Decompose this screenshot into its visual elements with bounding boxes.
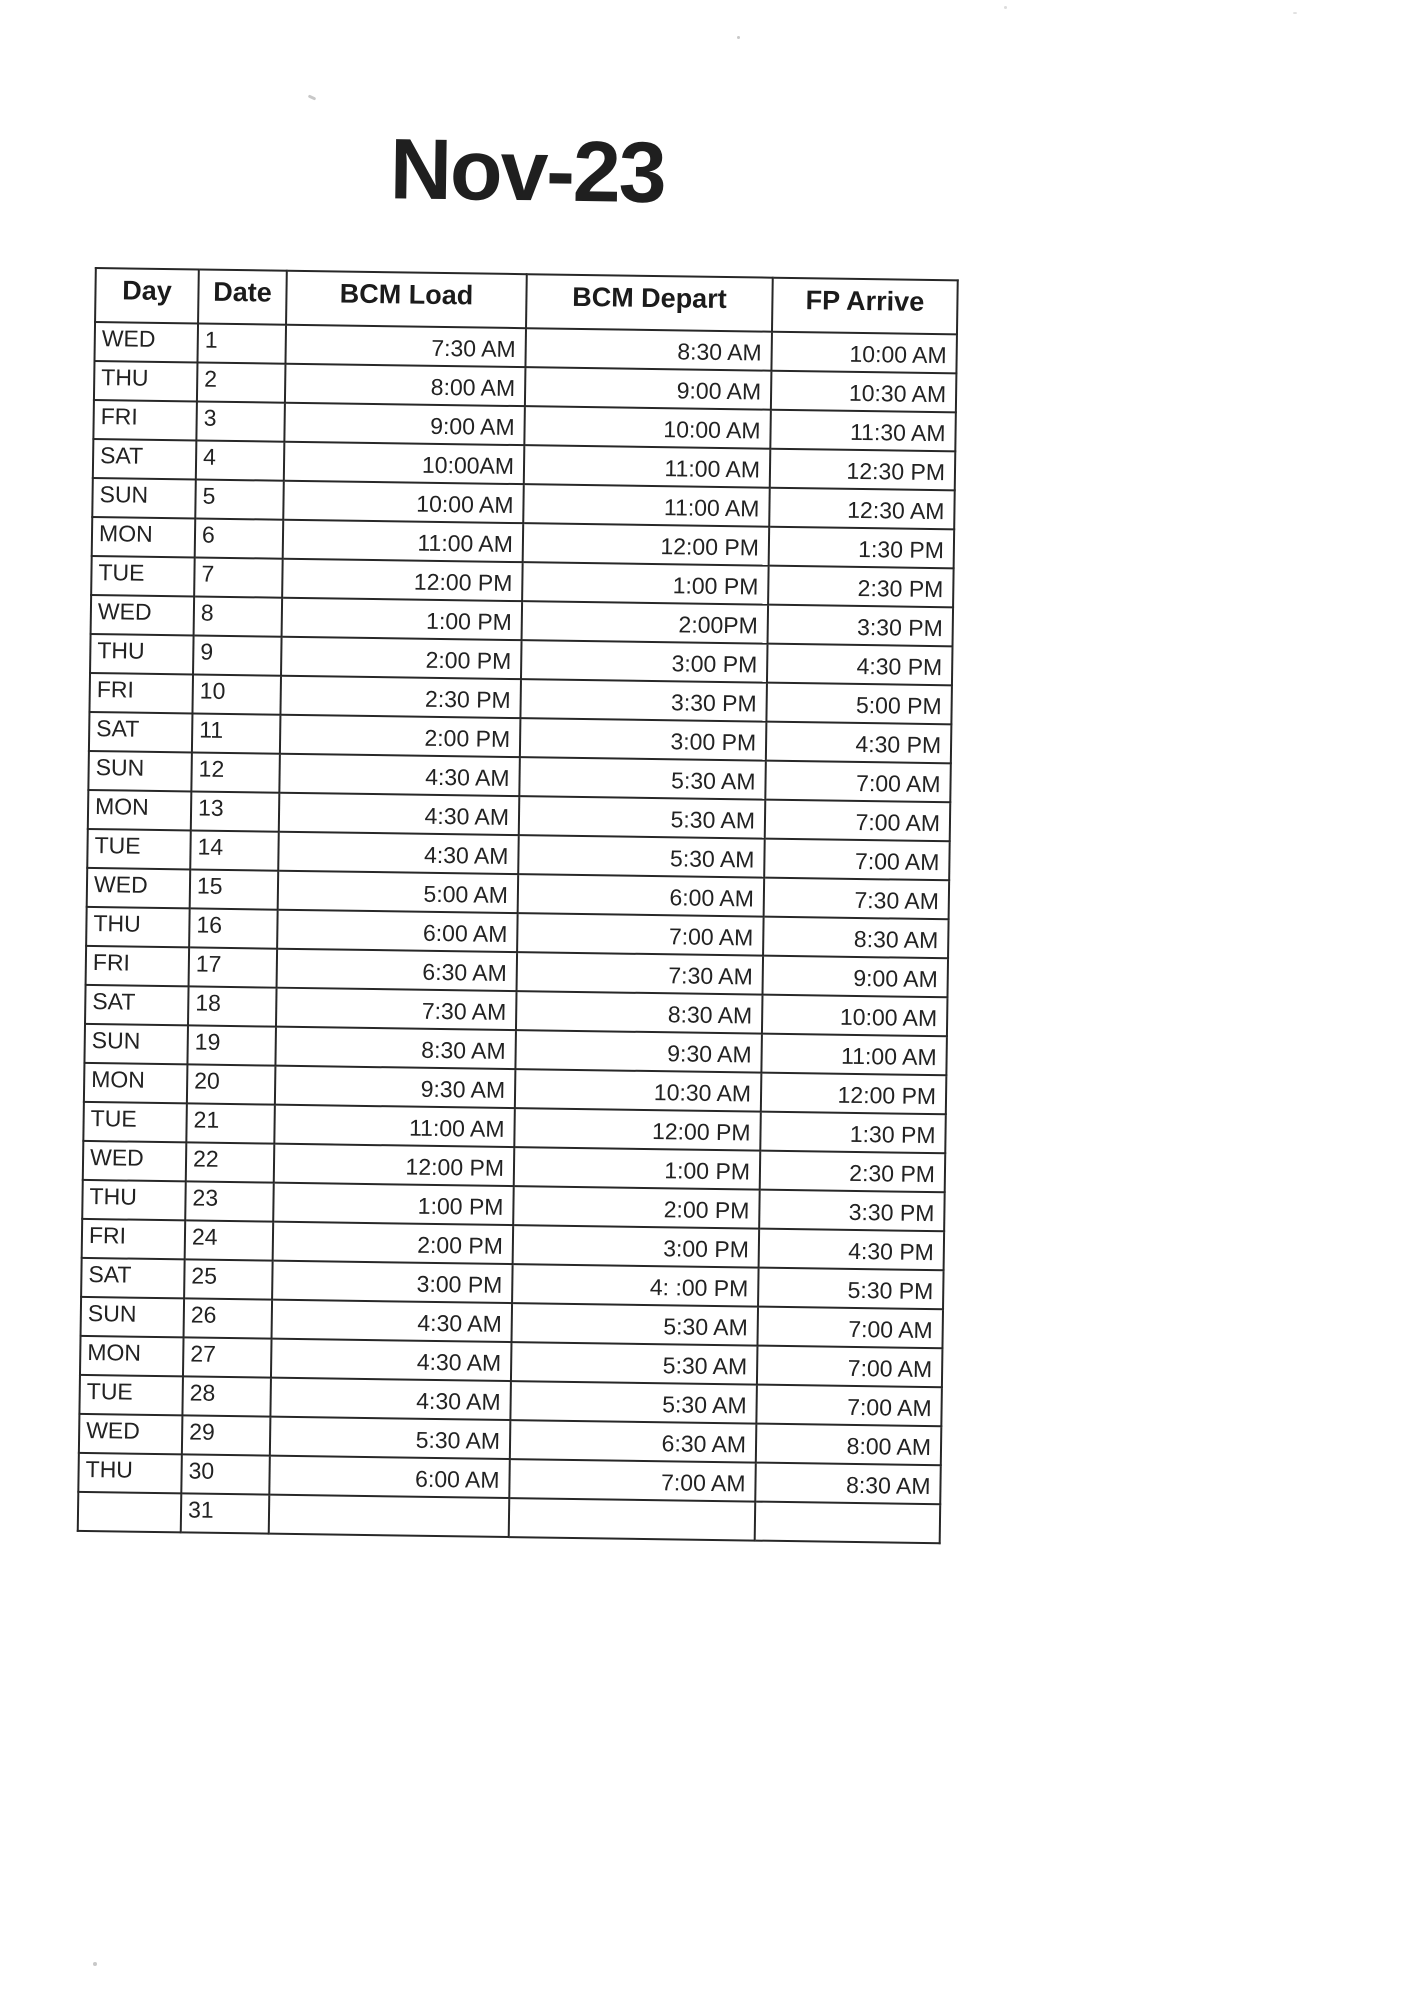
cell-bcm-load: 8:00 AM [285,364,526,406]
cell-fp-arrive: 11:00 AM [761,1034,947,1076]
cell-day: THU [78,1453,182,1493]
cell-date: 22 [186,1142,275,1182]
cell-date: 21 [186,1103,275,1143]
cell-day: TUE [91,556,195,596]
cell-day [78,1492,182,1532]
cell-fp-arrive: 8:30 AM [763,917,949,959]
cell-date: 13 [191,791,280,831]
cell-bcm-depart: 4: :00 PM [512,1264,759,1307]
cell-fp-arrive: 7:00 AM [765,761,951,803]
cell-bcm-load: 5:30 AM [270,1417,511,1459]
cell-date: 24 [185,1220,274,1260]
cell-date: 10 [192,674,281,714]
page-title: Nov-23 [389,121,666,222]
cell-day: THU [94,361,198,401]
cell-date: 1 [197,323,286,363]
cell-bcm-depart: 11:00 AM [523,484,770,527]
cell-bcm-load: 9:00 AM [284,403,525,445]
cell-date: 18 [188,986,277,1026]
cell-bcm-load: 6:30 AM [277,949,518,991]
cell-day: SUN [84,1024,188,1064]
cell-bcm-load: 1:00 PM [282,598,523,640]
cell-bcm-depart: 3:00 PM [513,1225,760,1268]
cell-fp-arrive: 9:00 AM [762,956,948,998]
cell-bcm-load: 10:00AM [284,442,525,484]
cell-date: 15 [190,869,279,909]
cell-fp-arrive: 4:30 PM [766,722,952,764]
cell-bcm-load: 6:00 AM [269,1456,510,1498]
cell-day: MON [92,517,196,557]
cell-bcm-load: 4:30 AM [278,832,519,874]
cell-bcm-depart: 2:00PM [522,601,769,644]
cell-date: 5 [195,479,284,519]
cell-date: 6 [195,518,284,558]
cell-fp-arrive: 7:00 AM [756,1385,942,1427]
cell-bcm-load: 12:00 PM [282,559,523,601]
cell-day: FRI [86,946,190,986]
cell-date: 8 [194,596,283,636]
cell-bcm-load: 7:30 AM [276,988,517,1030]
cell-date: 3 [196,401,285,441]
cell-bcm-depart: 8:30 AM [525,328,772,371]
cell-bcm-load: 5:00 AM [278,871,519,913]
cell-fp-arrive: 3:30 PM [759,1190,945,1232]
scan-speck [308,94,317,100]
cell-bcm-load [269,1495,510,1537]
cell-date: 28 [182,1376,271,1416]
cell-bcm-depart: 8:30 AM [516,991,763,1034]
cell-day: MON [84,1063,188,1103]
cell-bcm-depart: 5:30 AM [519,796,766,839]
cell-bcm-depart: 7:30 AM [517,952,764,995]
cell-fp-arrive: 10:00 AM [771,332,957,374]
cell-day: SAT [89,712,193,752]
cell-fp-arrive: 10:30 AM [771,371,957,413]
cell-fp-arrive: 3:30 PM [768,605,954,647]
cell-bcm-load: 12:00 PM [274,1144,515,1186]
col-header-bcm-load: BCM Load [286,271,527,328]
scan-speck [93,1962,97,1966]
cell-date: 7 [194,557,283,597]
cell-fp-arrive [755,1502,941,1544]
cell-fp-arrive: 5:00 PM [766,683,952,725]
cell-day: WED [79,1414,183,1454]
cell-bcm-depart: 6:30 AM [510,1420,757,1463]
cell-day: WED [87,868,191,908]
cell-day: THU [90,634,194,674]
cell-day: FRI [89,673,193,713]
cell-date: 20 [187,1064,276,1104]
cell-fp-arrive: 7:00 AM [757,1307,943,1349]
cell-day: FRI [82,1219,186,1259]
cell-day: SUN [88,751,192,791]
cell-bcm-load: 4:30 AM [279,754,520,796]
col-header-bcm-depart: BCM Depart [526,274,773,332]
cell-bcm-load: 4:30 AM [272,1300,513,1342]
cell-bcm-load: 4:30 AM [279,793,520,835]
cell-date: 17 [189,947,278,987]
schedule-body [78,322,957,1543]
scan-speck [737,36,740,39]
cell-date: 23 [185,1181,274,1221]
cell-date: 30 [181,1454,270,1494]
cell-bcm-load: 7:30 AM [285,325,526,367]
cell-day: THU [86,907,190,947]
cell-date: 31 [181,1493,270,1533]
cell-fp-arrive: 12:00 PM [761,1073,947,1115]
scan-speck [1293,12,1297,14]
cell-date: 29 [182,1415,271,1455]
cell-fp-arrive: 2:30 PM [768,566,954,608]
cell-date: 26 [184,1298,273,1338]
cell-bcm-depart: 3:00 PM [521,640,768,683]
cell-fp-arrive: 12:30 PM [770,449,956,491]
cell-fp-arrive: 8:30 AM [755,1463,941,1505]
cell-bcm-load: 4:30 AM [270,1378,511,1420]
cell-fp-arrive: 7:00 AM [765,800,951,842]
cell-day: WED [91,595,195,635]
cell-fp-arrive: 7:30 AM [764,878,950,920]
scan-speck [1004,6,1007,9]
cell-date: 27 [183,1337,272,1377]
cell-day: TUE [87,829,191,869]
cell-fp-arrive: 4:30 PM [767,644,953,686]
cell-fp-arrive: 7:00 AM [757,1346,943,1388]
cell-date: 19 [187,1025,276,1065]
cell-bcm-load: 10:00 AM [283,481,524,523]
cell-fp-arrive: 1:30 PM [769,527,955,569]
cell-bcm-depart: 6:00 AM [518,874,765,917]
cell-date: 11 [192,713,281,753]
cell-day: FRI [93,400,197,440]
cell-fp-arrive: 2:30 PM [760,1151,946,1193]
col-header-date: Date [198,269,287,324]
cell-date: 2 [197,362,286,402]
cell-bcm-load: 2:00 PM [280,715,521,757]
cell-day: SAT [81,1258,185,1298]
cell-day: WED [83,1141,187,1181]
cell-bcm-depart: 7:00 AM [517,913,764,956]
cell-day: SAT [93,439,197,479]
cell-bcm-depart: 9:00 AM [525,367,772,410]
cell-bcm-depart: 2:00 PM [513,1186,760,1229]
cell-bcm-load: 8:30 AM [275,1027,516,1069]
cell-bcm-depart: 10:30 AM [515,1069,762,1112]
cell-bcm-depart: 3:30 PM [520,679,767,722]
cell-bcm-load: 11:00 AM [283,520,524,562]
cell-day: TUE [79,1375,183,1415]
cell-day: TUE [83,1102,187,1142]
cell-bcm-load: 3:00 PM [272,1261,513,1303]
cell-fp-arrive: 12:30 AM [769,488,955,530]
cell-fp-arrive: 1:30 PM [760,1112,946,1154]
cell-bcm-load: 2:00 PM [281,637,522,679]
cell-fp-arrive: 10:00 AM [762,995,948,1037]
cell-date: 25 [184,1259,273,1299]
cell-bcm-depart: 1:00 PM [514,1147,761,1190]
cell-bcm-depart: 10:00 AM [524,406,771,449]
cell-bcm-depart: 5:30 AM [510,1381,757,1424]
col-header-day: Day [95,268,199,323]
cell-bcm-load: 6:00 AM [277,910,518,952]
cell-day: WED [94,322,198,362]
cell-day: THU [82,1180,186,1220]
cell-fp-arrive: 4:30 PM [759,1229,945,1271]
cell-bcm-load: 9:30 AM [275,1066,516,1108]
col-header-fp-arrive: FP Arrive [772,278,958,335]
cell-day: SUN [81,1297,185,1337]
cell-day: SUN [92,478,196,518]
cell-bcm-depart: 5:30 AM [511,1303,758,1346]
cell-bcm-depart: 9:30 AM [515,1030,762,1073]
cell-bcm-depart: 1:00 PM [522,562,769,605]
cell-day: MON [80,1336,184,1376]
cell-fp-arrive: 5:30 PM [758,1268,944,1310]
cell-day: SAT [85,985,189,1025]
cell-date: 14 [190,830,279,870]
cell-fp-arrive: 11:30 AM [770,410,956,452]
cell-bcm-depart: 7:00 AM [509,1459,756,1502]
cell-date: 16 [189,908,278,948]
cell-bcm-depart: 11:00 AM [524,445,771,488]
cell-bcm-load: 1:00 PM [273,1183,514,1225]
schedule-sheet [77,116,959,1544]
cell-bcm-depart: 5:30 AM [518,835,765,878]
cell-fp-arrive: 8:00 AM [756,1424,942,1466]
cell-bcm-depart: 5:30 AM [511,1342,758,1385]
cell-date: 4 [196,440,285,480]
cell-fp-arrive: 7:00 AM [764,839,950,881]
cell-bcm-load: 4:30 AM [271,1339,512,1381]
cell-bcm-load: 2:00 PM [273,1222,514,1264]
cell-bcm-depart: 3:00 PM [520,718,767,761]
cell-bcm-depart: 12:00 PM [523,523,770,566]
cell-bcm-depart: 5:30 AM [519,757,766,800]
cell-date: 9 [193,635,282,675]
cell-bcm-depart: 12:00 PM [514,1108,761,1151]
cell-date: 12 [191,752,280,792]
schedule-table [77,267,959,1544]
cell-day: MON [88,790,192,830]
cell-bcm-depart [509,1498,756,1541]
cell-bcm-load: 2:30 PM [280,676,521,718]
cell-bcm-load: 11:00 AM [274,1105,515,1147]
